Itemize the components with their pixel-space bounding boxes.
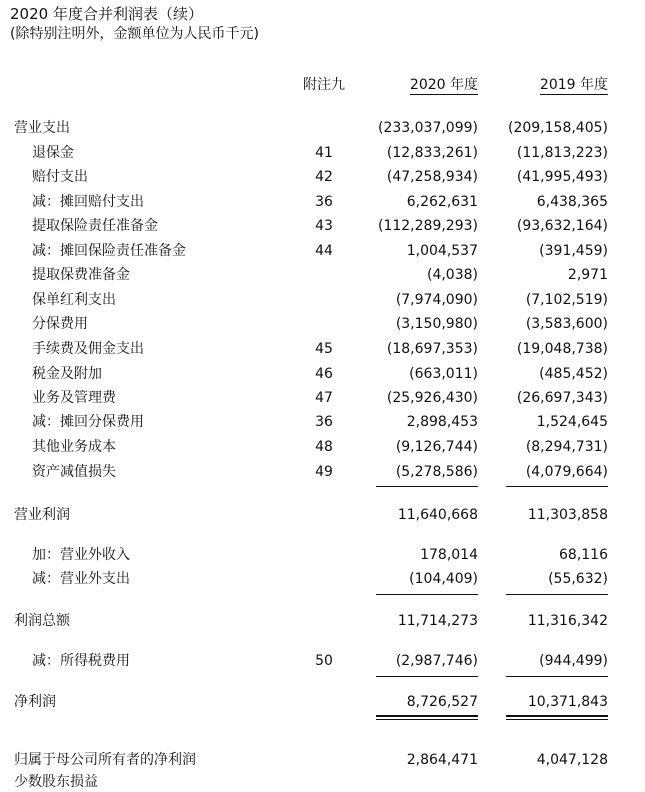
subtotal-rule-2020 bbox=[376, 486, 478, 487]
table-row bbox=[0, 167, 645, 187]
row-label: 减：摊回分保费用 bbox=[32, 414, 144, 430]
row-value-2020: 2,864,471 bbox=[406, 752, 478, 768]
row-label: 减：所得税费用 bbox=[32, 653, 130, 669]
row-value-2019: 10,371,843 bbox=[527, 694, 608, 710]
table-row bbox=[0, 339, 645, 359]
row-value-2020: (663,011) bbox=[409, 366, 478, 382]
table-row bbox=[0, 750, 645, 770]
subtotal-rule-2020 bbox=[376, 594, 478, 595]
table-row bbox=[0, 118, 645, 138]
table-row bbox=[0, 505, 645, 525]
row-value-2020: (7,974,090) bbox=[395, 292, 478, 308]
row-value-2020: 178,014 bbox=[420, 547, 478, 563]
row-value-2019: (26,697,343) bbox=[516, 390, 608, 406]
row-value-2019: (4,079,664) bbox=[525, 464, 608, 480]
subtotal-rule-2020 bbox=[376, 676, 478, 677]
row-note: 49 bbox=[315, 464, 333, 480]
row-label: 提取保费准备金 bbox=[32, 267, 130, 283]
row-label: 资产减值损失 bbox=[32, 464, 116, 480]
row-value-2020: 11,714,273 bbox=[397, 613, 478, 629]
row-note: 47 bbox=[315, 390, 333, 406]
row-value-2019: 6,438,365 bbox=[536, 194, 608, 210]
row-value-2019: 1,524,645 bbox=[536, 414, 608, 430]
row-label: 提取保险责任准备金 bbox=[32, 218, 158, 234]
row-value-2020: (9,126,744) bbox=[395, 439, 478, 455]
row-value-2019: (485,452) bbox=[539, 366, 608, 382]
table-row bbox=[0, 412, 645, 432]
row-note: 42 bbox=[315, 169, 333, 185]
row-label: 减：摊回保险责任准备金 bbox=[32, 243, 186, 259]
row-value-2020: (104,409) bbox=[409, 571, 478, 587]
row-value-2020: 11,640,668 bbox=[397, 507, 478, 523]
row-value-2019: 2,971 bbox=[567, 267, 608, 283]
row-value-2019: 68,116 bbox=[559, 547, 608, 563]
row-label: 赔付支出 bbox=[32, 169, 88, 185]
row-label: 退保金 bbox=[32, 145, 74, 161]
total-rule-2020-double bbox=[376, 719, 478, 720]
row-value-2019: (944,499) bbox=[539, 653, 608, 669]
table-row bbox=[0, 569, 645, 589]
row-note: 36 bbox=[315, 414, 333, 430]
row-value-2019: 11,303,858 bbox=[527, 507, 608, 523]
subtotal-rule-2019 bbox=[506, 486, 608, 487]
row-label: 保单红利支出 bbox=[32, 292, 116, 308]
table-row bbox=[0, 611, 645, 631]
row-value-2020: (3,150,980) bbox=[395, 316, 478, 332]
row-value-2019: (391,459) bbox=[539, 243, 608, 259]
row-label: 少数股东损益 bbox=[14, 774, 98, 790]
row-value-2020: (5,278,586) bbox=[395, 464, 478, 480]
row-value-2020: (4,038) bbox=[426, 267, 478, 283]
table-row bbox=[0, 290, 645, 310]
row-value-2019: (209,158,405) bbox=[508, 120, 608, 136]
row-label: 加：营业外收入 bbox=[32, 547, 130, 563]
row-label: 营业利润 bbox=[14, 507, 70, 523]
row-label: 利润总额 bbox=[14, 613, 70, 629]
table-row bbox=[0, 314, 645, 334]
row-label: 税金及附加 bbox=[32, 366, 102, 382]
row-value-2019: (41,995,493) bbox=[516, 169, 608, 185]
row-label: 手续费及佣金支出 bbox=[32, 341, 144, 357]
row-label: 归属于母公司所有者的净利润 bbox=[14, 752, 196, 768]
header-note: 附注九 bbox=[303, 77, 345, 93]
subtotal-rule-2019 bbox=[506, 676, 608, 677]
row-value-2020: 1,004,537 bbox=[406, 243, 478, 259]
row-value-2020: 6,262,631 bbox=[406, 194, 478, 210]
statement-subtitle: (除特别注明外，金额单位为人民币千元) bbox=[10, 26, 259, 42]
row-value-2019: (3,583,600) bbox=[525, 316, 608, 332]
row-value-2020: 8,726,527 bbox=[406, 694, 478, 710]
row-label: 减：摊回赔付支出 bbox=[32, 194, 144, 210]
table-row bbox=[0, 462, 645, 482]
total-rule-2019 bbox=[506, 715, 608, 717]
row-value-2020: 2,898,453 bbox=[406, 414, 478, 430]
row-value-2020: (25,926,430) bbox=[386, 390, 478, 406]
row-value-2019: (93,632,164) bbox=[516, 218, 608, 234]
table-row bbox=[0, 364, 645, 384]
row-note: 43 bbox=[315, 218, 333, 234]
row-value-2019: (55,632) bbox=[548, 571, 608, 587]
table-row bbox=[0, 545, 645, 565]
header-2020: 2020 年度 bbox=[409, 77, 478, 93]
table-row bbox=[0, 241, 645, 261]
row-value-2019: (8,294,731) bbox=[525, 439, 608, 455]
row-label: 净利润 bbox=[14, 694, 56, 710]
table-row bbox=[0, 692, 645, 712]
table-row bbox=[0, 143, 645, 163]
table-row bbox=[0, 437, 645, 457]
row-label: 营业支出 bbox=[14, 120, 70, 136]
total-rule-2020 bbox=[376, 715, 478, 717]
table-row bbox=[0, 772, 645, 792]
row-note: 48 bbox=[315, 439, 333, 455]
row-note: 44 bbox=[315, 243, 333, 259]
statement-title: 2020 年度合并利润表（续） bbox=[10, 5, 203, 23]
row-value-2019: (11,813,223) bbox=[516, 145, 608, 161]
row-note: 36 bbox=[315, 194, 333, 210]
row-value-2020: (2,987,746) bbox=[395, 653, 478, 669]
row-label: 其他业务成本 bbox=[32, 439, 116, 455]
row-label: 业务及管理费 bbox=[32, 390, 116, 406]
row-label: 分保费用 bbox=[32, 316, 88, 332]
row-note: 46 bbox=[315, 366, 333, 382]
total-rule-2019-double bbox=[506, 719, 608, 720]
header-2019: 2019 年度 bbox=[539, 77, 608, 93]
table-row bbox=[0, 265, 645, 285]
subtotal-rule-2019 bbox=[506, 594, 608, 595]
row-value-2019: 4,047,128 bbox=[536, 752, 608, 768]
table-row bbox=[0, 192, 645, 212]
row-value-2020: (112,289,293) bbox=[378, 218, 478, 234]
table-row bbox=[0, 651, 645, 671]
row-value-2020: (233,037,099) bbox=[378, 120, 478, 136]
row-value-2020: (12,833,261) bbox=[386, 145, 478, 161]
row-value-2019: (7,102,519) bbox=[525, 292, 608, 308]
row-label: 减：营业外支出 bbox=[32, 571, 130, 587]
table-row bbox=[0, 388, 645, 408]
row-note: 50 bbox=[315, 653, 333, 669]
row-value-2019: 11,316,342 bbox=[527, 613, 608, 629]
row-note: 45 bbox=[315, 341, 333, 357]
row-note: 41 bbox=[315, 145, 333, 161]
row-value-2020: (18,697,353) bbox=[386, 341, 478, 357]
table-row bbox=[0, 216, 645, 236]
row-value-2020: (47,258,934) bbox=[386, 169, 478, 185]
row-value-2019: (19,048,738) bbox=[516, 341, 608, 357]
